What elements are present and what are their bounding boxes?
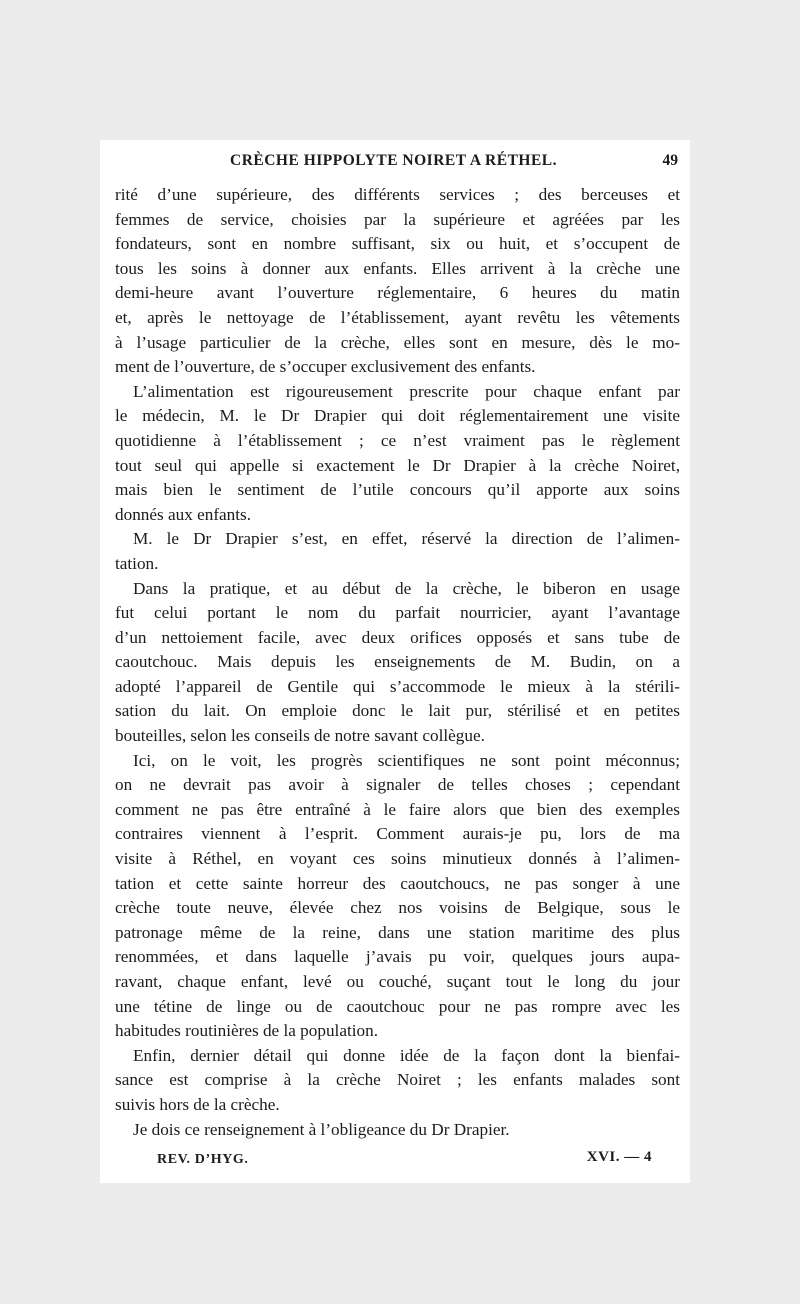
text-line: Je dois ce renseignement à l’obligeance du Dr Drapier. — [133, 1119, 510, 1139]
text-line: quotidienne à l’établissement ; ce n’est vraiment pas le règlement — [115, 430, 680, 450]
text-line: ravant, chaque enfant, levé ou couché, suçant tout le long du jour — [115, 972, 680, 991]
text-line: contraires viennent à l’esprit. Comment aurais-je pu, lors de ma — [115, 824, 680, 844]
text-line: suivis hors de la crèche. — [115, 1094, 280, 1114]
page-footer — [100, 1149, 690, 1176]
text-line: adopté l’appareil de Gentile qui s’accommode le mieux à la stérili- — [115, 676, 680, 696]
text-line: bouteilles, selon les conseils de notre savant collègue. — [115, 726, 485, 746]
text-line: mais bien le sentiment de l’utile concours qu’il apporte aux soins — [115, 480, 680, 500]
running-header — [100, 152, 690, 176]
text-line: on ne devrait pas avoir à signaler de telles choses ; cependant — [115, 775, 680, 795]
running-title: CRÈCHE HIPPOLYTE NOIRET A RÉTHEL. — [230, 152, 558, 169]
sheet-signature: XVI. — 4 — [586, 1149, 652, 1165]
text-line: M. le Dr Drapier s’est, en effet, réservé la direction de l’alimen- — [133, 529, 680, 549]
text-line: tation et cette sainte horreur des caoutchoucs, ne pas songer à une — [115, 873, 680, 893]
text-line: sation du lait. On emploie donc le lait pur, stérilisé et en petites — [115, 701, 680, 721]
text-line: caoutchouc. Mais depuis les enseignements de M. Budin, on a — [115, 652, 680, 672]
journal-signature: REV. D’HYG. — [157, 1152, 249, 1167]
text-line: donnés aux enfants. — [115, 504, 252, 524]
text-line: femmes de service, choisies par la supérieure et agréées par les — [115, 209, 680, 229]
text-line: Dans la pratique, et au début de la crèche, le biberon en usage — [133, 578, 680, 598]
text-line: d’un nettoiement facile, avec deux orifices opposés et sans tube de — [115, 627, 680, 647]
text-line: renommées, et dans laquelle j’avais pu voir, quelques jours aupa- — [115, 947, 680, 967]
body-text — [115, 183, 680, 1142]
text-line: demi-heure avant l’ouverture réglementaire, 6 heures du matin — [115, 283, 680, 303]
book-page — [100, 140, 690, 1183]
text-line: tation. — [115, 553, 159, 573]
text-line: tout seul qui appelle si exactement le Dr Drapier à la crèche Noiret, — [115, 455, 680, 475]
text-line: à l’usage particulier de la crèche, elles sont en mesure, dès le mo- — [115, 332, 680, 352]
text-line: ment de l’ouverture, de s’occuper exclusivement des enfants. — [115, 357, 536, 377]
text-line: rité d’une supérieure, des différents services ; des berceuses et — [115, 185, 680, 204]
page-number: 49 — [662, 152, 678, 169]
text-line: fondateurs, sont en nombre suffisant, six ou huit, et s’occupent de — [115, 234, 680, 254]
text-line: visite à Réthel, en voyant ces soins minutieux donnés à l’alimen- — [115, 849, 680, 869]
text-line: Enfin, dernier détail qui donne idée de la façon dont la bienfai- — [133, 1045, 680, 1065]
text-line: L’alimentation est rigoureusement prescrite pour chaque enfant par — [133, 381, 680, 401]
text-line: fut celui portant le nom du parfait nourricier, ayant l’avantage — [115, 603, 680, 623]
text-line: comment ne pas être entraîné à le faire alors que bien des exemples — [115, 799, 680, 819]
text-line: une tétine de linge ou de caoutchouc pour ne pas rompre avec les — [115, 996, 680, 1016]
text-line: et, après le nettoyage de l’établissement, ayant revêtu les vêtements — [115, 307, 680, 327]
text-line: Ici, on le voit, les progrès scientifiques ne sont point méconnus; — [133, 750, 680, 770]
text-line: le médecin, M. le Dr Drapier qui doit réglementairement une visite — [115, 406, 680, 426]
text-line: crèche toute neuve, élevée chez nos voisins de Belgique, sous le — [115, 898, 680, 918]
text-line: habitudes routinières de la population. — [115, 1021, 378, 1041]
text-line: sance est comprise à la crèche Noiret ; les enfants malades sont — [115, 1070, 680, 1090]
text-line: tous les soins à donner aux enfants. Elles arrivent à la crèche une — [115, 258, 680, 278]
text-line: patronage même de la reine, dans une station maritime des plus — [115, 922, 680, 942]
